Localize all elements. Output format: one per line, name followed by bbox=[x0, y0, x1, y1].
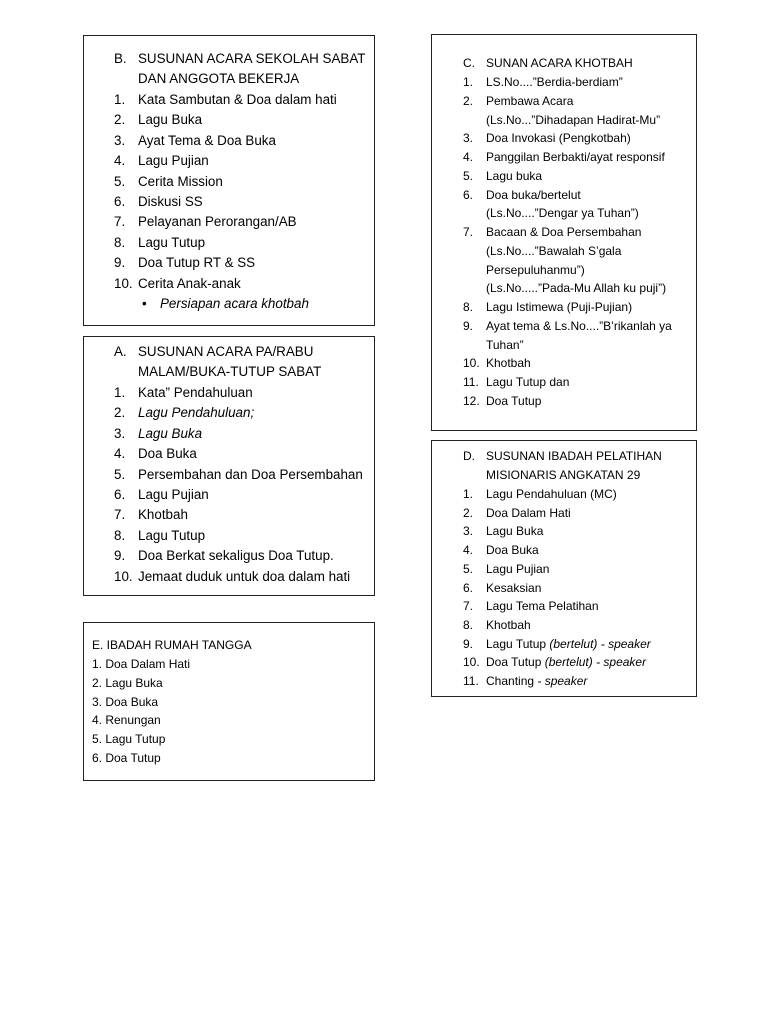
list-item-line: Khotbah bbox=[486, 356, 531, 371]
list-item-number: 5. bbox=[114, 173, 126, 189]
list-item: 5. Lagu Tutup bbox=[92, 732, 166, 747]
list-item-number: 1. bbox=[463, 75, 474, 89]
list-item-line: Bacaan & Doa Persembahan bbox=[486, 225, 642, 239]
section-d-letter: D. bbox=[463, 449, 475, 463]
section-a-box bbox=[83, 336, 375, 596]
list-item: Lagu Buka bbox=[138, 112, 203, 128]
list-item-text: Lagu Tutup bbox=[486, 636, 550, 651]
list-item-line: Tuhan” bbox=[486, 337, 524, 352]
list-item-number: 9. bbox=[463, 636, 474, 651]
list-item bbox=[486, 581, 541, 595]
list-item-number: 8. bbox=[463, 617, 474, 632]
list-item-note: (bertelut) bbox=[549, 636, 598, 651]
section-c-title: SUNAN ACARA KHOTBAH bbox=[486, 56, 633, 70]
list-item bbox=[486, 674, 587, 688]
list-item bbox=[486, 487, 617, 501]
list-item-text: Kesaksian bbox=[486, 580, 542, 595]
list-item-number: 10. bbox=[114, 568, 133, 584]
list-item-number: 3. bbox=[463, 131, 474, 146]
section-b-letter: B. bbox=[114, 51, 127, 66]
bullet-icon: • bbox=[142, 296, 147, 311]
list-item-number: 2. bbox=[114, 112, 126, 128]
list-item-number: 9. bbox=[114, 255, 126, 271]
list-item-line: Lagu buka bbox=[486, 168, 543, 183]
list-item: Kata” Pendahuluan bbox=[138, 385, 253, 400]
list-item-number: 7. bbox=[114, 214, 126, 230]
list-item-line: (Ls.No.....”Pada-Mu Allah ku puji”) bbox=[486, 281, 667, 296]
section-b-bullet-text: Persiapan acara khotbah bbox=[160, 296, 309, 311]
section-a-title-line1: SUSUNAN ACARA PA/RABU bbox=[138, 344, 314, 359]
list-item-number: 3. bbox=[114, 132, 126, 148]
list-item-number: 6. bbox=[114, 194, 126, 209]
list-item bbox=[486, 655, 646, 669]
list-item bbox=[486, 562, 549, 576]
list-item-line: Doa buka/bertelut bbox=[486, 187, 581, 202]
list-item: Diskusi SS bbox=[138, 194, 203, 209]
list-item-number: 5. bbox=[463, 168, 474, 183]
list-item-number: 8. bbox=[463, 300, 474, 314]
list-item: Lagu Tutup bbox=[138, 234, 206, 250]
list-item: Jemaat duduk untuk doa dalam hati bbox=[138, 568, 351, 584]
list-item: Doa Buka bbox=[138, 446, 197, 462]
list-item: Kata Sambutan & Doa dalam hati bbox=[138, 92, 337, 107]
list-item-number: 7. bbox=[463, 599, 474, 614]
list-item-number: 10. bbox=[114, 275, 133, 291]
list-item-number: 5. bbox=[114, 466, 126, 482]
list-item: Persembahan dan Doa Persembahan bbox=[138, 466, 363, 482]
list-item-number: 1. bbox=[114, 92, 126, 107]
list-item-text: Lagu Pujian bbox=[486, 561, 550, 576]
list-item-number: 3. bbox=[114, 425, 126, 441]
list-item: 3. Doa Buka bbox=[92, 694, 159, 709]
section-b-title-line2: DAN ANGGOTA BEKERJA bbox=[138, 71, 300, 86]
list-item: Pelayanan Perorangan/AB bbox=[138, 214, 297, 230]
list-item-text: Khotbah bbox=[486, 617, 531, 632]
list-item-text: Lagu Pendahuluan (MC) bbox=[486, 487, 617, 501]
list-item-number: 11. bbox=[463, 375, 479, 389]
list-item-number: 2. bbox=[114, 405, 126, 421]
list-item-number: 10. bbox=[463, 356, 480, 371]
list-item-line: LS.No....”Berdia-berdiam” bbox=[486, 75, 623, 89]
list-item: 6. Doa Tutup bbox=[92, 751, 161, 765]
list-item: Doa Tutup RT & SS bbox=[138, 255, 256, 271]
list-item-line: Ayat tema & Ls.No....”B’rikanlah ya bbox=[486, 318, 672, 333]
list-item-line: Persepuluhanmu”) bbox=[486, 262, 585, 277]
list-item-number: 6. bbox=[463, 187, 474, 202]
list-item-number: 4. bbox=[463, 543, 474, 558]
section-a-title-line2: MALAM/BUKA-TUTUP SABAT bbox=[138, 364, 322, 379]
list-item: Cerita Mission bbox=[138, 173, 223, 189]
list-item-line: (Ls.No....”Dengar ya Tuhan”) bbox=[486, 206, 639, 221]
list-item-number: 4. bbox=[114, 153, 126, 169]
list-item-text: Lagu Tema Pelatihan bbox=[486, 599, 599, 614]
list-item bbox=[486, 599, 599, 613]
list-item-number: 4. bbox=[463, 150, 474, 164]
section-c-box bbox=[431, 34, 697, 431]
list-item: Lagu Buka bbox=[138, 425, 203, 441]
list-item-line: Panggilan Berbakti/ayat responsif bbox=[486, 150, 665, 164]
section-d-title-line1: SUSUNAN IBADAH PELATIHAN bbox=[486, 449, 662, 463]
list-item: Cerita Anak-anak bbox=[138, 275, 241, 291]
list-item-number: 2. bbox=[463, 93, 474, 108]
list-item-number: 6. bbox=[463, 580, 474, 595]
list-item: Lagu Pujian bbox=[138, 153, 209, 169]
list-item-number: 7. bbox=[114, 507, 126, 523]
list-item bbox=[486, 543, 539, 557]
list-item-line: Lagu Istimewa (Puji-Pujian) bbox=[486, 300, 633, 314]
list-item-line: Doa Tutup bbox=[486, 393, 542, 408]
list-item-number: 1. bbox=[463, 487, 474, 501]
list-item-text: Doa Dalam Hati bbox=[486, 505, 571, 520]
list-item bbox=[486, 618, 531, 632]
list-item: 4. Renungan bbox=[92, 713, 161, 728]
list-item-number: 2. bbox=[463, 505, 474, 520]
section-e-box bbox=[83, 622, 375, 781]
list-item-tail: - speaker bbox=[534, 674, 588, 688]
list-item bbox=[486, 524, 543, 538]
list-item-number: 8. bbox=[114, 234, 126, 250]
list-item-number: 5. bbox=[463, 561, 474, 576]
list-item: Khotbah bbox=[138, 507, 188, 523]
list-item-line: Lagu Tutup dan bbox=[486, 375, 570, 389]
list-item-text: Doa Buka bbox=[486, 543, 539, 558]
list-item-number: 9. bbox=[114, 548, 126, 564]
list-item-number: 1. bbox=[114, 385, 126, 400]
list-item-text: Lagu Buka bbox=[486, 524, 544, 539]
list-item-line: Doa Invokasi (Pengkotbah) bbox=[486, 131, 631, 146]
list-item-number: 12. bbox=[463, 393, 480, 408]
list-item-line: (Ls.No....”Bawalah S’gala bbox=[486, 243, 622, 258]
list-item: 2. Lagu Buka bbox=[92, 675, 163, 690]
list-item-tail: - speaker bbox=[592, 655, 647, 670]
list-item: 1. Doa Dalam Hati bbox=[92, 657, 191, 671]
section-b-box bbox=[83, 35, 375, 326]
list-item bbox=[486, 637, 651, 651]
section-c-letter: C. bbox=[463, 56, 475, 70]
section-d-box bbox=[431, 440, 697, 697]
list-item-number: 4. bbox=[114, 446, 126, 462]
list-item-line: Pembawa Acara bbox=[486, 93, 574, 108]
list-item-note: (bertelut) bbox=[544, 655, 593, 670]
list-item-text: Doa Tutup bbox=[486, 655, 545, 670]
section-b-title-line1: SUSUNAN ACARA SEKOLAH SABAT bbox=[138, 51, 366, 66]
list-item: Lagu Tutup bbox=[138, 527, 206, 543]
list-item: Ayat Tema & Doa Buka bbox=[138, 132, 276, 148]
list-item bbox=[486, 506, 571, 520]
list-item: Lagu Pendahuluan; bbox=[138, 405, 255, 421]
section-a-letter: A. bbox=[114, 344, 127, 359]
list-item: Doa Berkat sekaligus Doa Tutup. bbox=[138, 548, 334, 564]
list-item-text: Chanting bbox=[486, 674, 535, 688]
list-item-number: 3. bbox=[463, 524, 474, 539]
list-item-number: 10. bbox=[463, 655, 480, 670]
list-item: Lagu Pujian bbox=[138, 487, 209, 502]
list-item-number: 6. bbox=[114, 487, 126, 502]
list-item-number: 9. bbox=[463, 318, 474, 333]
list-item-line: (Ls.No...”Dihadapan Hadirat-Mu” bbox=[486, 112, 661, 127]
list-item-tail: - speaker bbox=[597, 636, 651, 651]
section-e-title: E. IBADAH RUMAH TANGGA bbox=[92, 638, 252, 652]
section-d-title-line2: MISIONARIS ANGKATAN 29 bbox=[486, 468, 641, 482]
list-item-number: 11. bbox=[463, 674, 479, 688]
list-item-number: 8. bbox=[114, 527, 126, 543]
list-item-number: 7. bbox=[463, 225, 474, 239]
